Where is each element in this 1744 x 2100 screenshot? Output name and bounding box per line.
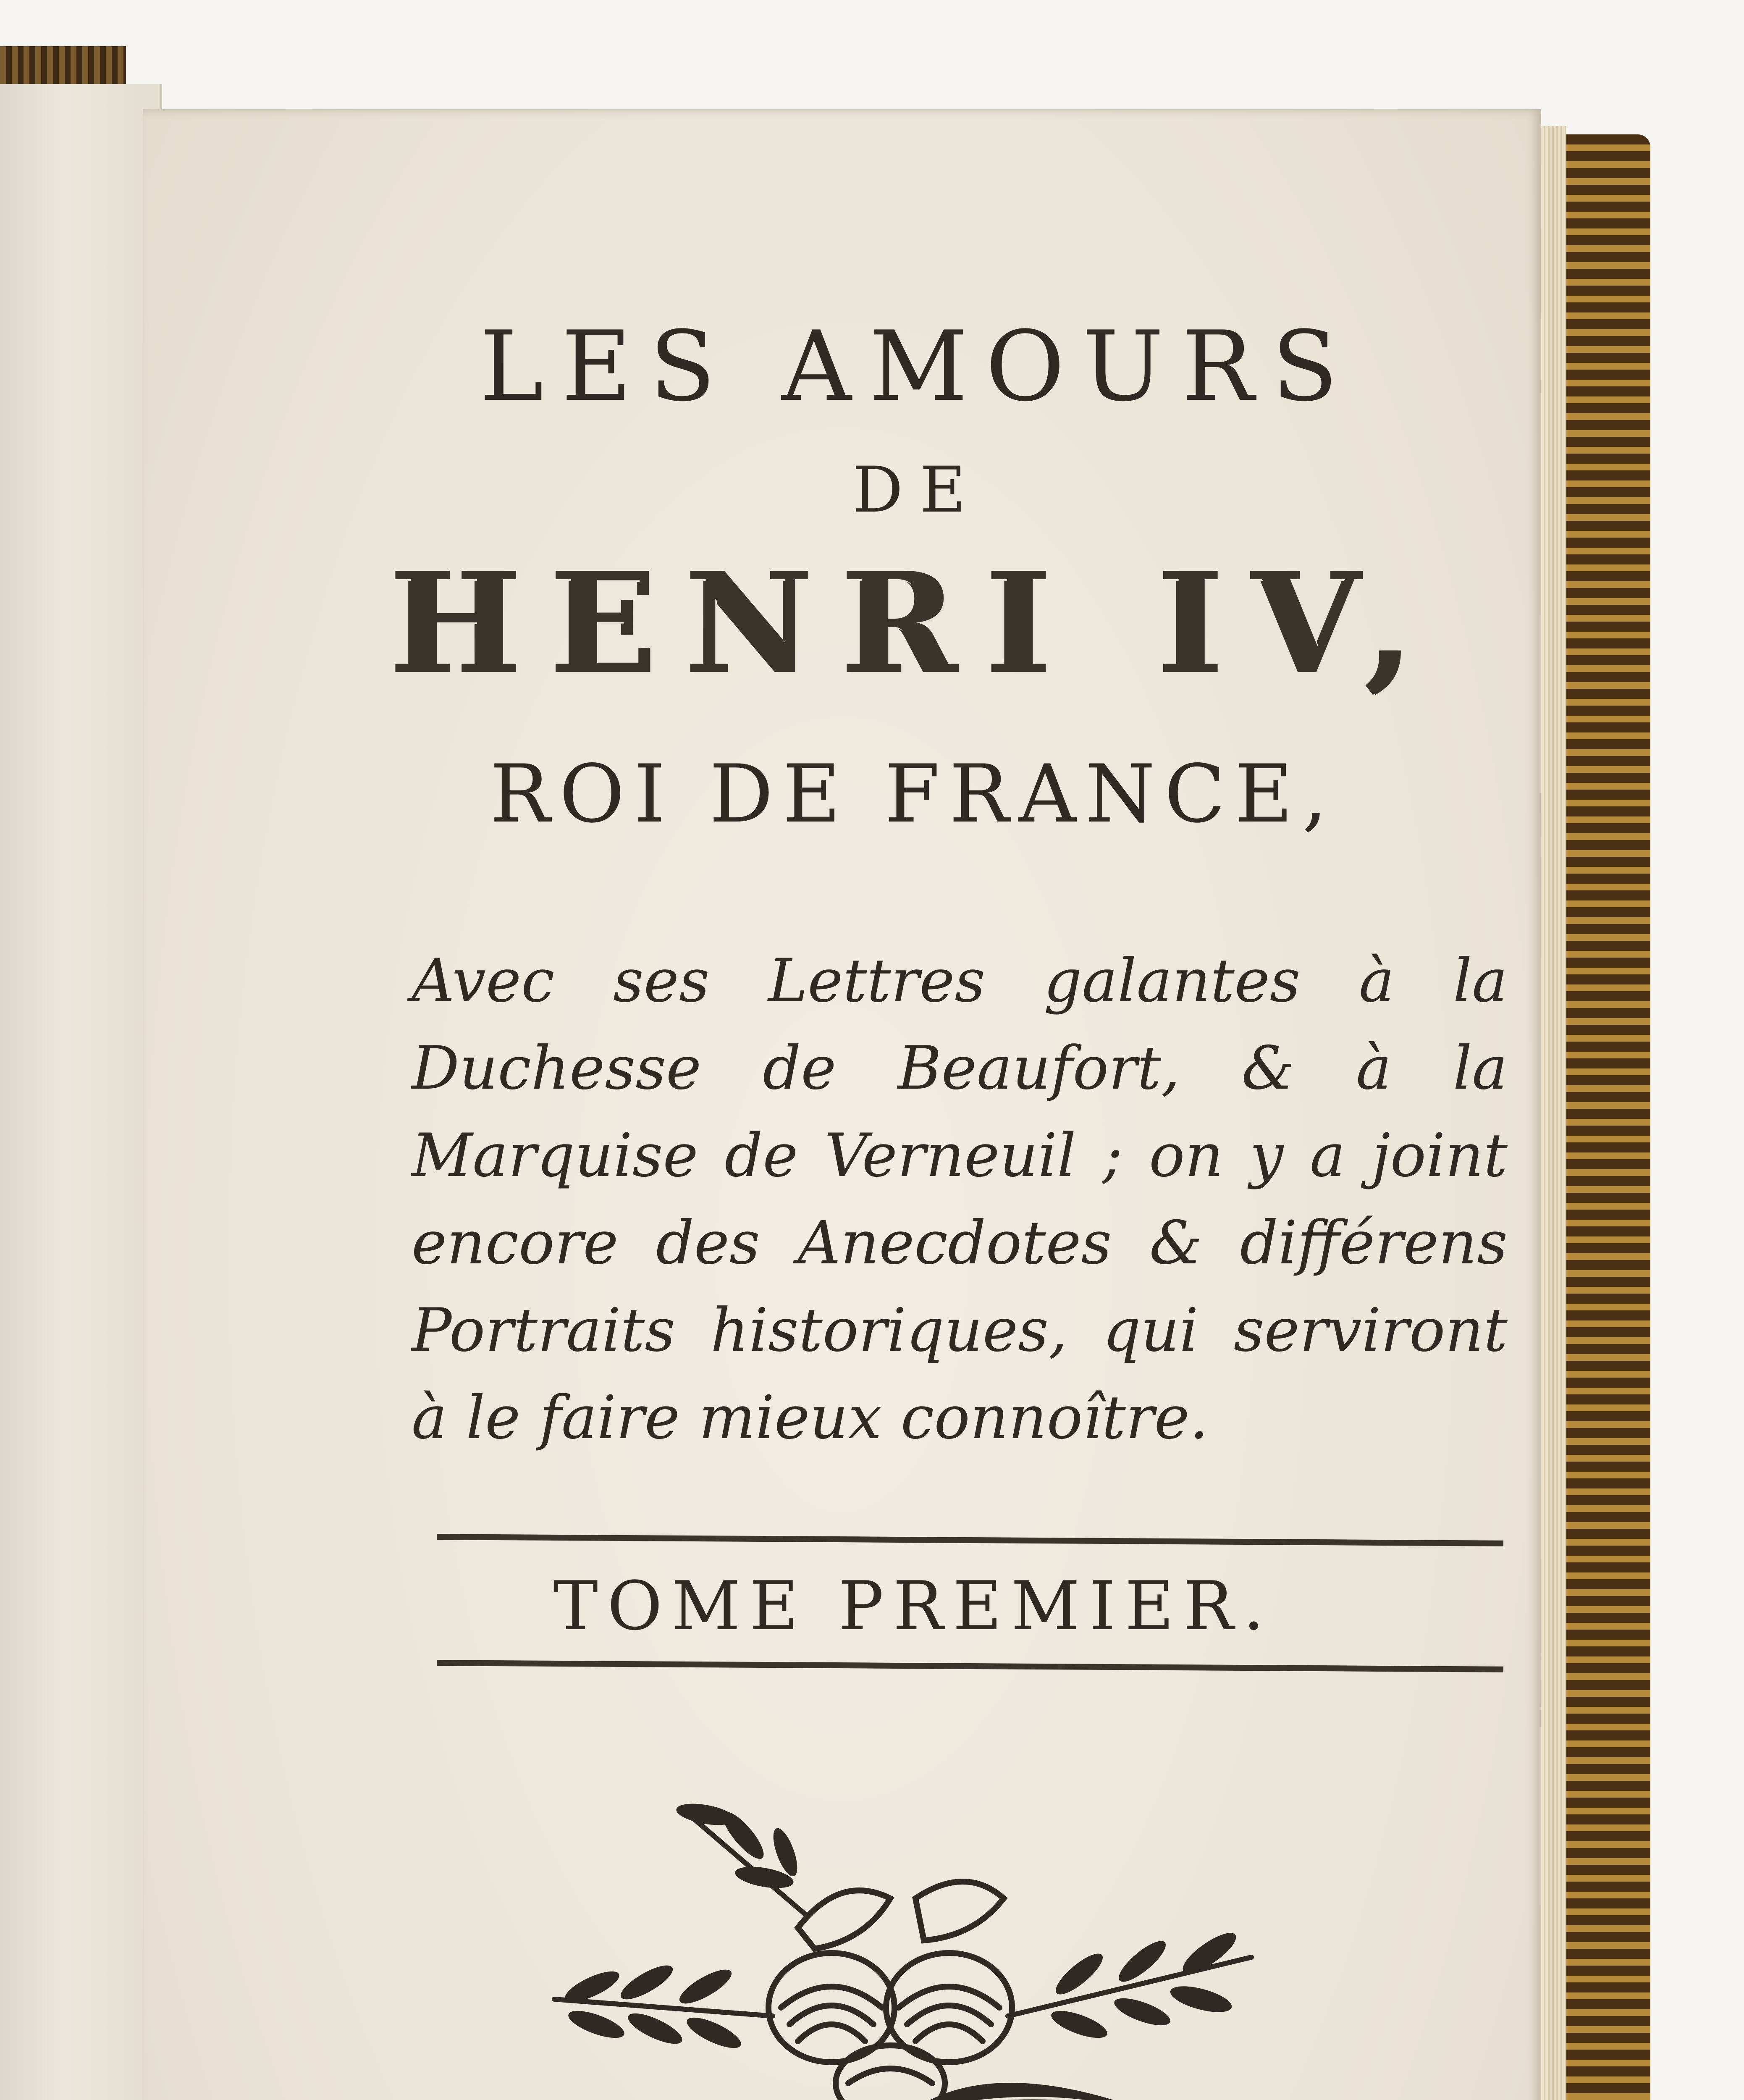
title-line-roi-de-france: ROI DE FRANCE,: [490, 748, 1337, 840]
gilt-cover-edge: [1554, 134, 1650, 2100]
volume-label: TOME PREMIER.: [553, 1567, 1274, 1645]
left-endpaper: [0, 84, 162, 2100]
subtitle-text: Avec ses Lettres galantes à la Duchesse de Beaufort, & à la Marquise de Verneuil ; on y a joint encore des Anecdotes & différens Portraits historiques, qui serviront à le faire mieux connoître.: [412, 946, 1508, 1452]
title-line-de: DE: [852, 454, 983, 527]
top-rule: [437, 1534, 1503, 1546]
title-line-les-amours: LES AMOURS: [479, 311, 1356, 423]
bottom-rule: [437, 1660, 1503, 1672]
floral-bouquet-icon: [546, 1789, 1260, 2100]
title-line-henri-iv: HENRI IV,: [391, 542, 1444, 705]
title-page: [143, 109, 1541, 2100]
